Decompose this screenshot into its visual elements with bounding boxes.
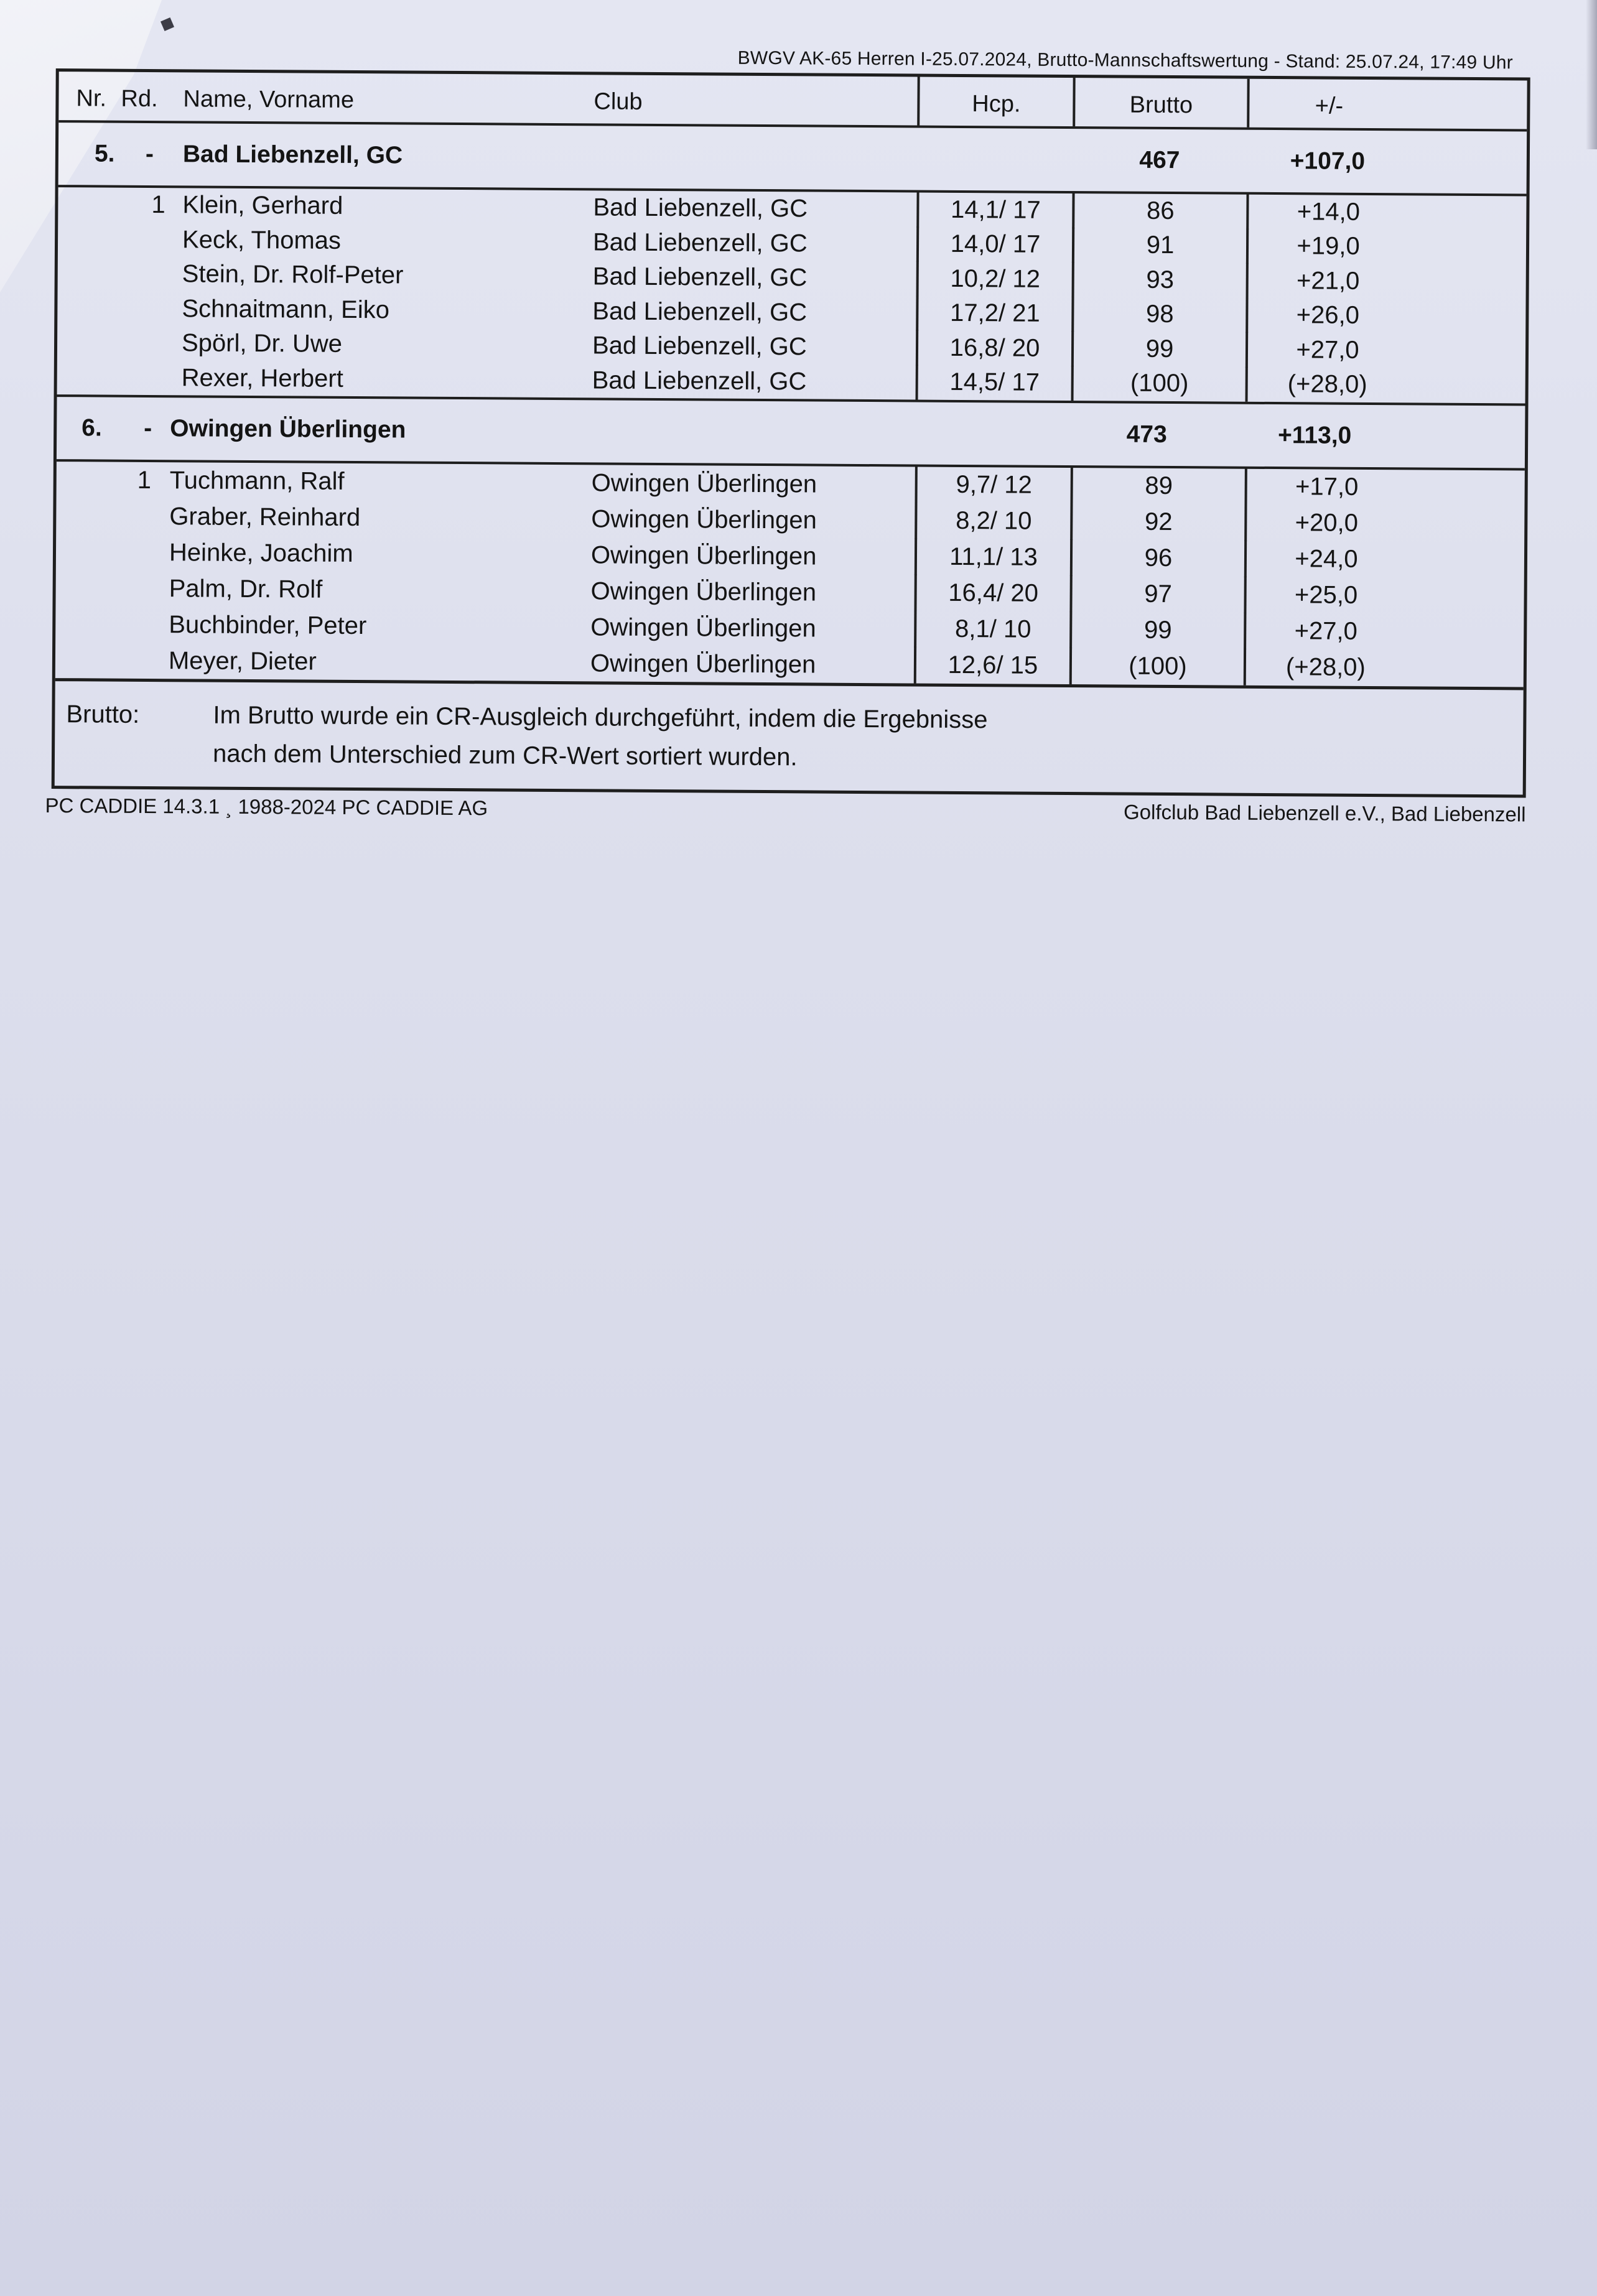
player-name: Schnaitmann, Eiko — [182, 295, 390, 324]
player-hcp: 16,4/ 20 — [914, 575, 1069, 613]
player-hcp: 16,8/ 20 — [916, 330, 1071, 366]
player-hcp: 11,1/ 13 — [915, 539, 1070, 577]
player-round: 1 — [137, 466, 152, 494]
team-row — [57, 397, 1525, 470]
player-name: Heinke, Joachim — [169, 538, 353, 567]
team-players — [55, 462, 1525, 690]
player-diff: +24,0 — [1244, 541, 1406, 579]
player-brutto: 97 — [1069, 575, 1244, 613]
document-footer — [45, 794, 1538, 827]
player-diff: +27,0 — [1245, 332, 1407, 368]
player-brutto: 98 — [1071, 297, 1245, 333]
player-diff: +14,0 — [1246, 194, 1408, 230]
result-sheet — [45, 44, 1543, 827]
column-brutto: Brutto — [1073, 78, 1247, 128]
player-round — [120, 239, 182, 240]
player-row — [55, 642, 1524, 687]
player-brutto: 99 — [1069, 611, 1244, 649]
team-name: Owingen Überlingen — [170, 415, 406, 444]
staple-icon — [161, 17, 174, 31]
page-edge-shadow — [1586, 0, 1597, 149]
player-name: Spörl, Dr. Uwe — [181, 329, 343, 358]
player-club: Bad Liebenzell, GC — [592, 332, 807, 361]
player-diff: (+28,0) — [1245, 366, 1407, 402]
document-header: BWGV AK-65 Herren I-25.07.2024, Brutto-Mannschaftswertung - Stand: 25.07.24, 17:49 Uhr — [737, 47, 1513, 73]
player-hcp: 14,1/ 17 — [916, 192, 1072, 228]
player-club: Bad Liebenzell, GC — [593, 193, 808, 223]
player-club: Owingen Überlingen — [590, 613, 816, 643]
team-brutto: 467 — [1139, 146, 1180, 174]
column-hcp: Hcp. — [917, 77, 1073, 127]
player-name: Rexer, Herbert — [181, 364, 343, 393]
team-round: - — [144, 414, 152, 442]
team-name: Bad Liebenzell, GC — [182, 141, 403, 169]
player-club: Bad Liebenzell, GC — [592, 297, 808, 327]
player-diff: +26,0 — [1245, 297, 1407, 333]
player-round: 1 — [151, 191, 165, 219]
column-name: Name, Vorname — [183, 85, 355, 113]
column-diff: +/- — [1247, 79, 1408, 129]
player-hcp: 8,2/ 10 — [915, 503, 1070, 541]
footer-club: Golfclub Bad Liebenzell e.V., Bad Liebenzell — [1123, 800, 1526, 826]
player-club: Bad Liebenzell, GC — [592, 263, 808, 292]
player-name: Graber, Reinhard — [169, 502, 361, 531]
team-brutto: 473 — [1126, 421, 1167, 448]
player-brutto: 96 — [1070, 539, 1244, 577]
column-rd: Rd. — [121, 85, 158, 112]
player-name: Stein, Dr. Rolf-Peter — [182, 260, 404, 289]
footer-software: PC CADDIE 14.3.1 ¸ 1988-2024 PC CADDIE AG — [45, 793, 488, 820]
player-club: Owingen Überlingen — [590, 541, 817, 570]
player-diff: +27,0 — [1244, 613, 1405, 651]
player-club: Owingen Überlingen — [591, 504, 817, 534]
team-players — [57, 187, 1527, 406]
note-line-2: nach dem Unterschied zum CR-Wert sortiert wurden. — [212, 740, 798, 771]
team-rank: 5. — [94, 140, 115, 167]
player-brutto: 92 — [1070, 503, 1244, 541]
player-brutto: 91 — [1072, 228, 1246, 264]
player-name: Keck, Thomas — [182, 226, 342, 254]
player-hcp: 17,2/ 21 — [916, 295, 1071, 332]
note-label: Brutto: — [66, 700, 140, 728]
player-club: Owingen Überlingen — [590, 577, 817, 607]
player-brutto: (100) — [1071, 366, 1245, 402]
player-diff: +25,0 — [1244, 577, 1405, 615]
player-club: Owingen Überlingen — [590, 649, 816, 679]
results-table — [52, 68, 1530, 797]
player-club: Bad Liebenzell, GC — [592, 228, 808, 258]
note-line-1: Im Brutto wurde ein CR-Ausgleich durchgeführt, indem die Ergebnisse — [213, 701, 988, 734]
note-text — [213, 696, 1209, 779]
column-nr: Nr. — [76, 85, 107, 112]
player-name: Palm, Dr. Rolf — [169, 574, 323, 603]
player-brutto: 93 — [1072, 262, 1246, 298]
player-club: Bad Liebenzell, GC — [592, 366, 807, 396]
player-diff: +19,0 — [1246, 228, 1408, 264]
player-diff: (+28,0) — [1244, 649, 1405, 687]
player-hcp: 10,2/ 12 — [916, 261, 1072, 297]
player-name: Tuchmann, Ralf — [169, 466, 345, 495]
team-round: - — [145, 140, 154, 168]
player-brutto: (100) — [1069, 648, 1244, 686]
player-brutto: 86 — [1072, 193, 1246, 229]
team-row — [58, 123, 1527, 196]
player-row — [57, 360, 1525, 404]
player-hcp: 14,0/ 17 — [916, 226, 1072, 263]
player-club: Owingen Überlingen — [591, 468, 817, 498]
player-diff: +17,0 — [1245, 468, 1407, 506]
column-header-row — [58, 72, 1527, 131]
brutto-note — [55, 681, 1524, 794]
player-name: Buchbinder, Peter — [169, 610, 367, 639]
player-hcp: 12,6/ 15 — [914, 647, 1069, 685]
player-hcp: 8,1/ 10 — [914, 611, 1069, 649]
player-diff: +21,0 — [1246, 263, 1408, 299]
player-diff: +20,0 — [1244, 504, 1406, 542]
team-rank: 6. — [81, 414, 102, 442]
player-name: Meyer, Dieter — [168, 646, 317, 676]
player-hcp: 14,5/ 17 — [916, 365, 1071, 401]
team-diff: +113,0 — [1277, 422, 1352, 449]
player-name: Klein, Gerhard — [182, 191, 343, 220]
team-diff: +107,0 — [1290, 147, 1366, 175]
player-brutto: 89 — [1071, 467, 1245, 505]
player-brutto: 99 — [1071, 331, 1245, 367]
column-club: Club — [594, 88, 643, 115]
player-hcp: 9,7/ 12 — [915, 467, 1071, 504]
